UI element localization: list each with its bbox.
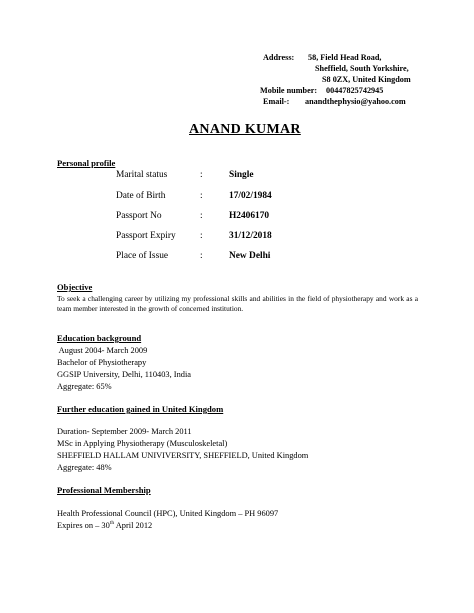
address-label: Address:	[263, 53, 295, 62]
profile-value-marital-status: Single	[229, 170, 254, 180]
mobile-label: Mobile number:	[260, 86, 318, 95]
expiry-ordinal: th	[109, 520, 115, 527]
address-line-1: 58, Field Head Road,	[308, 53, 382, 62]
email-address: anandthephysio@yahoo.com	[305, 97, 406, 106]
profile-separator: :	[200, 211, 203, 221]
objective-text: To seek a challenging career by utilizing my professional skills and abilities in the field of physiotherapy and work as a team member interested in the growth of concerned institution.	[57, 294, 418, 313]
profile-separator: :	[200, 251, 203, 261]
further-education-university: SHEFFIELD HALLAM UNIVIVERSITY, SHEFFIELD, United Kingdom	[57, 451, 309, 460]
profile-value-passport-expiry: 31/12/2018	[229, 231, 272, 241]
education-dates: August 2004- March 2009	[57, 346, 148, 355]
membership-expiry	[57, 520, 152, 532]
membership-heading: Professional Membership	[57, 485, 151, 495]
address-line-3: S8 0ZX, United Kingdom	[322, 75, 411, 84]
profile-separator: :	[200, 170, 203, 180]
education-aggregate: Aggregate: 65%	[57, 382, 112, 391]
education-heading: Education background	[57, 333, 142, 343]
education-degree: Bachelor of Physiotherapy	[57, 358, 147, 367]
membership-hpc: Health Professional Council (HPC), United Kingdom – PH 96097	[57, 509, 279, 518]
expiry-suffix: April 2012	[114, 521, 153, 530]
profile-separator: :	[200, 231, 203, 241]
profile-value-place-of-issue: New Delhi	[229, 251, 271, 261]
mobile-number: 00447825742945	[326, 86, 384, 95]
further-education-aggregate: Aggregate: 48%	[57, 463, 112, 472]
candidate-name: ANAND KUMAR	[189, 122, 301, 137]
profile-value-date-of-birth: 17/02/1984	[229, 191, 272, 201]
further-education-duration: Duration- September 2009- March 2011	[57, 427, 192, 436]
expiry-prefix: Expires on – 30	[57, 521, 110, 530]
email-label: Email-:	[263, 97, 290, 106]
profile-separator: :	[200, 191, 203, 201]
profile-label-marital-status: Marital status	[116, 170, 168, 180]
further-education-heading: Further education gained in United Kingdom	[57, 404, 224, 414]
profile-label-place-of-issue: Place of Issue	[116, 251, 169, 261]
profile-label-date-of-birth: Date of Birth	[116, 191, 166, 201]
education-university: GGSIP University, Delhi, 110403, India	[57, 370, 191, 379]
profile-label-passport-expiry: Passport Expiry	[116, 231, 176, 241]
personal-profile-heading: Personal profile	[57, 158, 116, 168]
further-education-degree: MSc in Applying Physiotherapy (Musculoskeletal)	[57, 439, 228, 448]
objective-heading: Objective	[57, 282, 93, 292]
profile-value-passport-no: H2406170	[229, 211, 270, 221]
address-line-2: Sheffield, South Yorkshire,	[315, 64, 409, 73]
profile-label-passport-no: Passport No	[116, 211, 162, 221]
